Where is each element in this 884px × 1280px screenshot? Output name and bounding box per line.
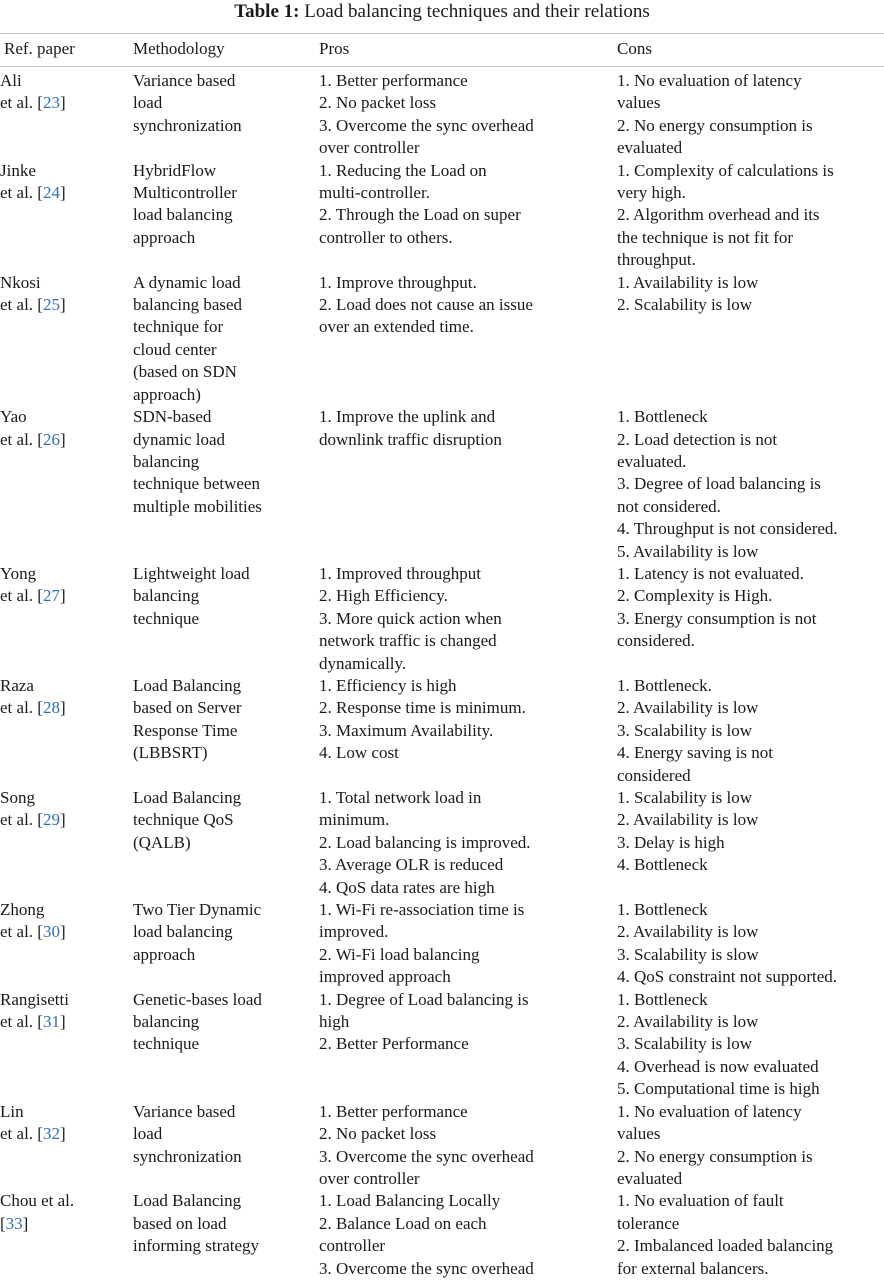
cons-line: 4. Overhead is now evaluated xyxy=(617,1056,819,1076)
cons-line: 2. Availability is low xyxy=(617,810,759,830)
methodology-cell xyxy=(133,70,319,160)
cons-line: not considered. xyxy=(617,496,721,516)
pros-line: 1. Degree of Load balancing is xyxy=(319,989,529,1009)
pros-line: 2. Response time is minimum. xyxy=(319,698,526,718)
methodology-line: load balancing xyxy=(133,205,233,225)
pros-line: 3. Overcome the sync overhead xyxy=(319,1258,534,1278)
methodology-cell xyxy=(133,989,319,1101)
methodology-line: Response Time xyxy=(133,720,238,740)
pros-line: 1. Wi-Fi re-association time is xyxy=(319,900,525,920)
methodology-cell xyxy=(133,160,319,272)
citation-link[interactable]: 28 xyxy=(42,698,60,718)
cons-cell xyxy=(617,787,884,899)
ref-author: Song xyxy=(0,788,35,807)
citation-link[interactable]: 26 xyxy=(42,429,60,449)
methodology-line: Lightweight load xyxy=(133,563,250,583)
methodology-line: balancing xyxy=(133,451,200,471)
cons-line: 1. No evaluation of latency xyxy=(617,1101,802,1121)
ref-suffix: ] xyxy=(59,922,66,942)
table-row xyxy=(0,160,884,272)
cons-line: 3. Scalability is low xyxy=(617,1034,753,1054)
pros-line: 2. Better Performance xyxy=(319,1034,469,1054)
methodology-line: balancing xyxy=(133,586,200,606)
pros-line: 2. No packet loss xyxy=(319,93,437,113)
cons-line: considered xyxy=(617,765,691,785)
top-rule xyxy=(0,33,884,34)
cons-line: 2. Algorithm overhead and its xyxy=(617,205,820,225)
methodology-cell xyxy=(133,899,319,989)
ref-cell xyxy=(0,406,133,563)
table-caption xyxy=(0,0,884,26)
cons-line: values xyxy=(617,93,661,113)
cons-line: 1. Availability is low xyxy=(617,272,759,292)
ref-cell xyxy=(0,563,133,675)
cons-line: very high. xyxy=(617,183,686,203)
citation-link[interactable]: 31 xyxy=(42,1012,60,1032)
methodology-line: (LBBSRT) xyxy=(133,743,208,763)
cons-line: tolerance xyxy=(617,1213,680,1233)
ref-suffix: ] xyxy=(59,1124,66,1144)
pros-line: 3. Average OLR is reduced xyxy=(319,855,504,875)
pros-cell xyxy=(319,160,617,272)
pros-line: high xyxy=(319,1012,350,1032)
cons-cell xyxy=(617,70,884,160)
header-ref-paper: Ref. paper xyxy=(4,39,75,58)
pros-cell xyxy=(319,899,617,989)
cons-cell xyxy=(617,160,884,272)
methodology-line: synchronization xyxy=(133,115,242,135)
cons-line: 3. Scalability is low xyxy=(617,720,753,740)
table-row xyxy=(0,1101,884,1191)
methodology-line: technique QoS xyxy=(133,810,234,830)
methodology-line: Load Balancing xyxy=(133,1191,242,1211)
methodology-line: SDN-based xyxy=(133,407,212,427)
cons-line: 2. Availability is low xyxy=(617,922,759,942)
methodology-line: technique xyxy=(133,1034,200,1054)
cons-line: for external balancers. xyxy=(617,1258,769,1278)
cons-line: 3. Degree of load balancing is xyxy=(617,474,821,494)
pros-line: 1. Better performance xyxy=(319,71,468,90)
citation-link[interactable]: 27 xyxy=(42,586,60,606)
pros-line: 4. Low cost xyxy=(319,743,399,763)
methodology-line: load xyxy=(133,1124,163,1144)
table-row xyxy=(0,70,884,160)
pros-cell xyxy=(319,675,617,787)
cons-cell xyxy=(617,406,884,563)
methodology-line: dynamic load xyxy=(133,429,226,449)
pros-line: 2. No packet loss xyxy=(319,1124,437,1144)
methodology-line: HybridFlow xyxy=(133,160,217,180)
cons-line: 2. Availability is low xyxy=(617,1012,759,1032)
ref-prefix: et al. [ xyxy=(0,1124,43,1144)
ref-citation xyxy=(0,1123,133,1145)
methodology-line: approach xyxy=(133,944,196,964)
methodology-line: based on Server xyxy=(133,698,242,718)
cons-line: values xyxy=(617,1124,661,1144)
cons-line: 3. Energy consumption is not xyxy=(617,608,817,628)
ref-author: Lin xyxy=(0,1101,24,1121)
ref-prefix: et al. [ xyxy=(0,698,43,718)
ref-citation xyxy=(0,92,133,114)
ref-citation xyxy=(0,585,133,607)
pros-line: 4. QoS data rates are high xyxy=(319,877,495,897)
cons-line: 1. Complexity of calculations is xyxy=(617,160,834,180)
table-row xyxy=(0,563,884,675)
ref-prefix: et al. [ xyxy=(0,295,43,315)
cons-line: the technique is not fit for xyxy=(617,227,794,247)
cons-cell xyxy=(617,1101,884,1191)
ref-author: Ali xyxy=(0,71,22,90)
ref-suffix: ] xyxy=(59,1012,66,1032)
pros-line: 2. High Efficiency. xyxy=(319,586,448,606)
cons-cell xyxy=(617,1190,884,1280)
pros-line: 1. Improve the uplink and xyxy=(319,407,496,427)
methodology-line: based on load xyxy=(133,1213,227,1233)
cons-line: 2. Scalability is low xyxy=(617,295,753,315)
ref-citation xyxy=(0,182,133,204)
ref-author: Rangisetti xyxy=(0,989,69,1009)
methodology-line: informing strategy xyxy=(133,1236,260,1256)
ref-prefix: et al. [ xyxy=(0,810,43,830)
ref-author: Jinke xyxy=(0,160,36,180)
methodology-line: technique for xyxy=(133,317,224,337)
ref-prefix: et al. [ xyxy=(0,183,43,203)
cons-line: 5. Availability is low xyxy=(617,541,759,561)
methodology-line: Multicontroller xyxy=(133,183,237,203)
cons-line: 1. Scalability is low xyxy=(617,788,753,807)
cons-cell xyxy=(617,272,884,406)
table-row xyxy=(0,1190,884,1280)
header-pros: Pros xyxy=(319,39,350,58)
header-cons: Cons xyxy=(617,39,652,58)
ref-prefix: et al. [ xyxy=(0,586,43,606)
cons-line: 2. Load detection is not xyxy=(617,429,778,449)
pros-line: 3. Overcome the sync overhead xyxy=(319,115,534,135)
pros-line: 1. Improved throughput xyxy=(319,563,481,583)
citation-link[interactable]: 25 xyxy=(42,295,60,315)
pros-line: 2. Balance Load on each xyxy=(319,1213,487,1233)
cons-cell xyxy=(617,675,884,787)
cons-line: 2. Complexity is High. xyxy=(617,586,773,606)
methodology-line: approach xyxy=(133,227,196,247)
pros-line: dynamically. xyxy=(319,653,407,673)
pros-line: 2. Load does not cause an issue xyxy=(319,295,533,315)
cons-cell xyxy=(617,899,884,989)
ref-cell xyxy=(0,1190,133,1280)
ref-citation xyxy=(0,1213,133,1235)
ref-cell xyxy=(0,675,133,787)
ref-suffix: ] xyxy=(59,93,66,113)
ref-cell xyxy=(0,272,133,406)
ref-suffix: ] xyxy=(59,698,66,718)
pros-line: 3. More quick action when xyxy=(319,608,502,628)
methodology-cell xyxy=(133,1190,319,1280)
table-body xyxy=(0,70,884,1280)
methodology-cell xyxy=(133,1101,319,1191)
ref-suffix: ] xyxy=(59,295,66,315)
methodology-line: cloud center xyxy=(133,339,217,359)
ref-citation xyxy=(0,294,133,316)
ref-prefix: et al. [ xyxy=(0,1012,43,1032)
methodology-line: balancing xyxy=(133,1012,200,1032)
table-label: Table 1: xyxy=(234,1,300,22)
pros-cell xyxy=(319,70,617,160)
ref-cell xyxy=(0,787,133,899)
methodology-line: balancing based xyxy=(133,295,243,315)
ref-prefix: et al. [ xyxy=(0,93,43,113)
cons-line: 2. No energy consumption is xyxy=(617,1146,813,1166)
cons-line: 2. Availability is low xyxy=(617,698,759,718)
pros-line: network traffic is changed xyxy=(319,631,497,651)
pros-line: improved approach xyxy=(319,967,451,987)
pros-line: 1. Load Balancing Locally xyxy=(319,1191,501,1211)
table-row xyxy=(0,787,884,899)
methodology-cell xyxy=(133,563,319,675)
ref-cell xyxy=(0,989,133,1101)
pros-line: downlink traffic disruption xyxy=(319,429,502,449)
ref-citation xyxy=(0,429,133,451)
ref-suffix: ] xyxy=(59,586,66,606)
pros-line: 2. Through the Load on super xyxy=(319,205,521,225)
cons-line: 1. Bottleneck xyxy=(617,989,708,1009)
ref-cell xyxy=(0,160,133,272)
ref-author: Nkosi xyxy=(0,272,41,292)
methodology-line: load balancing xyxy=(133,922,233,942)
table-row xyxy=(0,989,884,1101)
cons-line: 1. Latency is not evaluated. xyxy=(617,563,804,583)
pros-line: controller to others. xyxy=(319,227,453,247)
citation-link[interactable]: 29 xyxy=(42,810,60,830)
pros-cell xyxy=(319,406,617,563)
ref-author: Chou et al. xyxy=(0,1191,75,1211)
pros-line: 1. Efficiency is high xyxy=(319,675,457,695)
pros-line: 3. Maximum Availability. xyxy=(319,720,494,740)
pros-line: minimum. xyxy=(319,810,390,830)
load-balancing-table xyxy=(0,70,884,1280)
table-row xyxy=(0,899,884,989)
cons-line: evaluated. xyxy=(617,451,687,471)
pros-cell xyxy=(319,1190,617,1280)
citation-link[interactable]: 24 xyxy=(42,183,60,203)
pros-line: over an extended time. xyxy=(319,317,474,337)
methodology-line: (QALB) xyxy=(133,832,191,852)
table-row xyxy=(0,406,884,563)
ref-author: Zhong xyxy=(0,900,45,920)
methodology-line: Variance based xyxy=(133,1101,236,1121)
pros-line: 3. Overcome the sync overhead xyxy=(319,1146,534,1166)
pros-line: controller xyxy=(319,1236,386,1256)
pros-line: 1. Total network load in xyxy=(319,788,482,807)
methodology-line: Two Tier Dynamic xyxy=(133,900,262,920)
cons-line: evaluated xyxy=(617,138,683,158)
pros-line: 1. Better performance xyxy=(319,1101,468,1121)
methodology-cell xyxy=(133,675,319,787)
ref-cell xyxy=(0,1101,133,1191)
ref-prefix: et al. [ xyxy=(0,922,43,942)
header-methodology: Methodology xyxy=(133,39,225,58)
ref-suffix: ] xyxy=(59,810,66,830)
methodology-line: load xyxy=(133,93,163,113)
pros-line: over controller xyxy=(319,1168,420,1188)
methodology-cell xyxy=(133,406,319,563)
pros-cell xyxy=(319,787,617,899)
cons-line: 5. Computational time is high xyxy=(617,1079,820,1099)
methodology-line: (based on SDN xyxy=(133,362,237,382)
cons-line: 1. Bottleneck xyxy=(617,407,708,427)
methodology-line: approach) xyxy=(133,384,201,404)
ref-citation xyxy=(0,1011,133,1033)
pros-line: multi-controller. xyxy=(319,183,430,203)
pros-cell xyxy=(319,989,617,1101)
methodology-line: Load Balancing xyxy=(133,675,242,695)
ref-cell xyxy=(0,70,133,160)
methodology-line: Variance based xyxy=(133,71,236,90)
methodology-cell xyxy=(133,787,319,899)
pros-line: over controller xyxy=(319,138,420,158)
pros-line: 1. Improve throughput. xyxy=(319,272,477,292)
table-row xyxy=(0,675,884,787)
methodology-line: Load Balancing xyxy=(133,788,242,807)
pros-line: improved. xyxy=(319,922,389,942)
cons-line: 4. Bottleneck xyxy=(617,855,708,875)
citation-link[interactable]: 30 xyxy=(42,922,60,942)
ref-prefix: [ xyxy=(0,1213,6,1233)
ref-suffix: ] xyxy=(22,1213,29,1233)
cons-line: 4. QoS constraint not supported. xyxy=(617,967,838,987)
pros-cell xyxy=(319,563,617,675)
cons-cell xyxy=(617,563,884,675)
ref-suffix: ] xyxy=(59,429,66,449)
cons-line: 1. Bottleneck xyxy=(617,900,708,920)
cons-line: considered. xyxy=(617,631,695,651)
ref-cell xyxy=(0,899,133,989)
pros-line: 2. Load balancing is improved. xyxy=(319,832,531,852)
pros-cell xyxy=(319,1101,617,1191)
pros-line: 2. Wi-Fi load balancing xyxy=(319,944,480,964)
methodology-line: multiple mobilities xyxy=(133,496,262,516)
cons-line: 4. Energy saving is not xyxy=(617,743,773,763)
methodology-line: Genetic-bases load xyxy=(133,989,262,1009)
cons-cell xyxy=(617,989,884,1101)
table-row xyxy=(0,272,884,406)
ref-citation xyxy=(0,921,133,943)
cons-line: 2. No energy consumption is xyxy=(617,115,813,135)
cons-line: 3. Scalability is slow xyxy=(617,944,759,964)
methodology-line: technique between xyxy=(133,474,260,494)
methodology-line: synchronization xyxy=(133,1146,242,1166)
header-rule xyxy=(0,66,884,67)
citation-link[interactable]: 23 xyxy=(42,93,60,113)
ref-citation xyxy=(0,809,133,831)
methodology-line: A dynamic load xyxy=(133,272,241,292)
ref-author: Yao xyxy=(0,407,27,427)
cons-line: throughput. xyxy=(617,250,696,270)
table-title: Load balancing techniques and their relations xyxy=(304,1,650,22)
cons-line: 3. Delay is high xyxy=(617,832,725,852)
pros-cell xyxy=(319,272,617,406)
citation-link[interactable]: 32 xyxy=(42,1124,60,1144)
ref-suffix: ] xyxy=(59,183,66,203)
cons-line: 1. Bottleneck. xyxy=(617,675,712,695)
pros-line: 1. Reducing the Load on xyxy=(319,160,487,180)
cons-line: 1. No evaluation of fault xyxy=(617,1191,784,1211)
ref-author: Yong xyxy=(0,563,37,583)
cons-line: 1. No evaluation of latency xyxy=(617,71,802,90)
ref-prefix: et al. [ xyxy=(0,429,43,449)
ref-citation xyxy=(0,697,133,719)
citation-link[interactable]: 33 xyxy=(5,1213,23,1233)
ref-author: Raza xyxy=(0,675,34,695)
cons-line: evaluated xyxy=(617,1168,683,1188)
methodology-cell xyxy=(133,272,319,406)
cons-line: 2. Imbalanced loaded balancing xyxy=(617,1236,834,1256)
methodology-line: technique xyxy=(133,608,200,628)
cons-line: 4. Throughput is not considered. xyxy=(617,519,838,539)
